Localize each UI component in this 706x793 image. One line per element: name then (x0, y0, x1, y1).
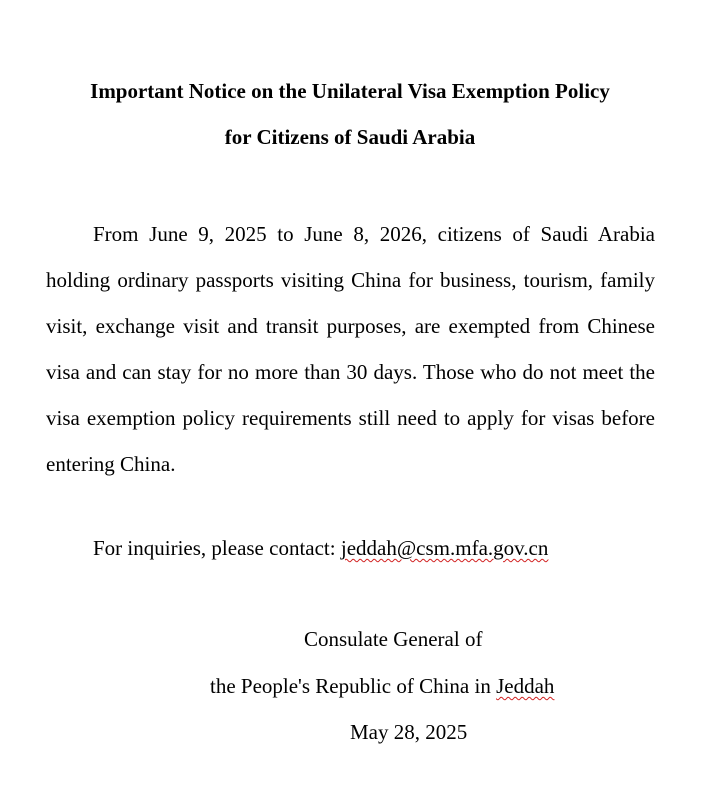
signature-consulate-line: Consulate General of (304, 627, 483, 651)
contact-label: For inquiries, please contact: (93, 536, 341, 560)
notice-title-line-2: for Citizens of Saudi Arabia (224, 125, 476, 149)
notice-body-paragraph: From June 9, 2025 to June 8, 2026, citizens of Saudi Arabia holding ordinary passports visiting China for business, tourism, family visit, exchange visit and transit purposes, are exempted from Chinese visa and can stay for no more than 30 days. Those who do not meet the visa exemption policy requirements still need to apply for visas before entering China. (46, 222, 655, 476)
signature-country-line (210, 671, 554, 701)
signature-country-prefix: the People's Republic of China in (210, 674, 497, 698)
contact-line (93, 533, 548, 563)
notice-title-line-1: Important Notice on the Unilateral Visa Exemption Policy (90, 79, 610, 103)
signature-date: May 28, 2025 (350, 720, 468, 744)
signature-city: Jeddah (496, 674, 555, 698)
contact-email-link[interactable]: jeddah@csm.mfa.gov.cn (340, 536, 549, 560)
